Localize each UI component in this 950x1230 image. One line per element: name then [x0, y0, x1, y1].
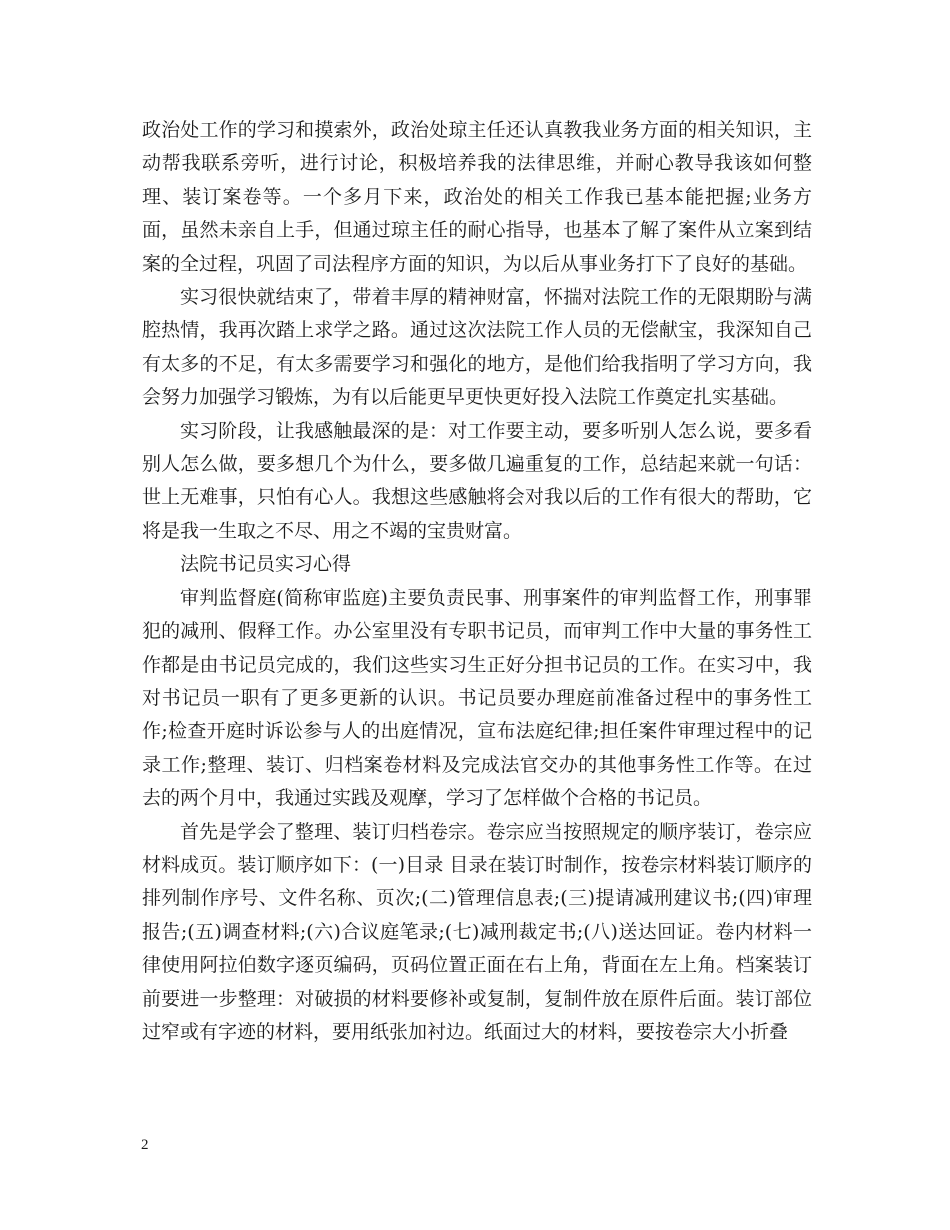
paragraph: 首先是学会了整理、装订归档卷宗。卷宗应当按照规定的顺序装订，卷宗应材料成页。装订顺序如下：(一)目录 目录在装订时制作，按卷宗材料装订顺序的排列制作序号、文件名称、页次;(二)管理信息表;(三)提请减刑建议书;(四)审理报告;(五)调查材料;(六)合议庭笔录;(七)减刑裁定书;(八)送达回证。卷内材料一律使用阿拉伯数字逐页编码，页码位置正面在右上角，背面在左上角。档案装订前要进一步整理：对破损的材料要修补或复制，复制件放在原件后面。装订部位过窄或有字迹的材料，要用纸张加衬边。纸面过大的材料，要按卷宗大小折叠 — [142, 820, 812, 1043]
paragraph: 政治处工作的学习和摸索外，政治处琼主任还认真教我业务方面的相关知识，主动帮我联系旁听，进行讨论，积极培养我的法律思维，并耐心教导我该如何整理、装订案卷等。一个多月下来，政治处的相关工作我已基本能把握;业务方面，虽然未亲自上手，但通过琼主任的耐心指导，也基本了解了案件从立案到结案的全过程，巩固了司法程序方面的知识，为以后从事业务打下了良好的基础。 — [142, 119, 812, 275]
paragraph: 实习很快就结束了，带着丰厚的精神财富，怀揣对法院工作的无限期盼与满腔热情，我再次踏上求学之路。通过这次法院工作人员的无偿献宝，我深知自己有太多的不足，有太多需要学习和强化的地方，是他们给我指明了学习方向，我会努力加强学习锻炼，为有以后能更早更快更好投入法院工作奠定扎实基础。 — [142, 286, 812, 409]
document-body — [142, 114, 812, 1049]
page-number: 2 — [141, 1137, 149, 1153]
paragraph: 实习阶段，让我感触最深的是：对工作要主动，要多听别人怎么说，要多看别人怎么做，要多想几个为什么，要多做几遍重复的工作，总结起来就一句话：世上无难事，只怕有心人。我想这些感触将会对我以后的工作有很大的帮助，它将是我一生取之不尽、用之不竭的宝贵财富。 — [142, 419, 812, 542]
paragraph: 审判监督庭(简称审监庭)主要负责民事、刑事案件的审判监督工作，刑事罪犯的减刑、假释工作。办公室里没有专职书记员，而审判工作中大量的事务性工作都是由书记员完成的，我们这些实习生正好分担书记员的工作。在实习中，我对书记员一职有了更多更新的认识。书记员要办理庭前准备过程中的事务性工作;检查开庭时诉讼参与人的出庭情况，宣布法庭纪律;担任案件审理过程中的记录工作;整理、装订、归档案卷材料及完成法官交办的其他事务性工作等。在过去的两个月中，我通过实践及观摩，学习了怎样做个合格的书记员。 — [142, 586, 812, 810]
section-heading: 法院书记员实习心得 — [180, 553, 352, 576]
